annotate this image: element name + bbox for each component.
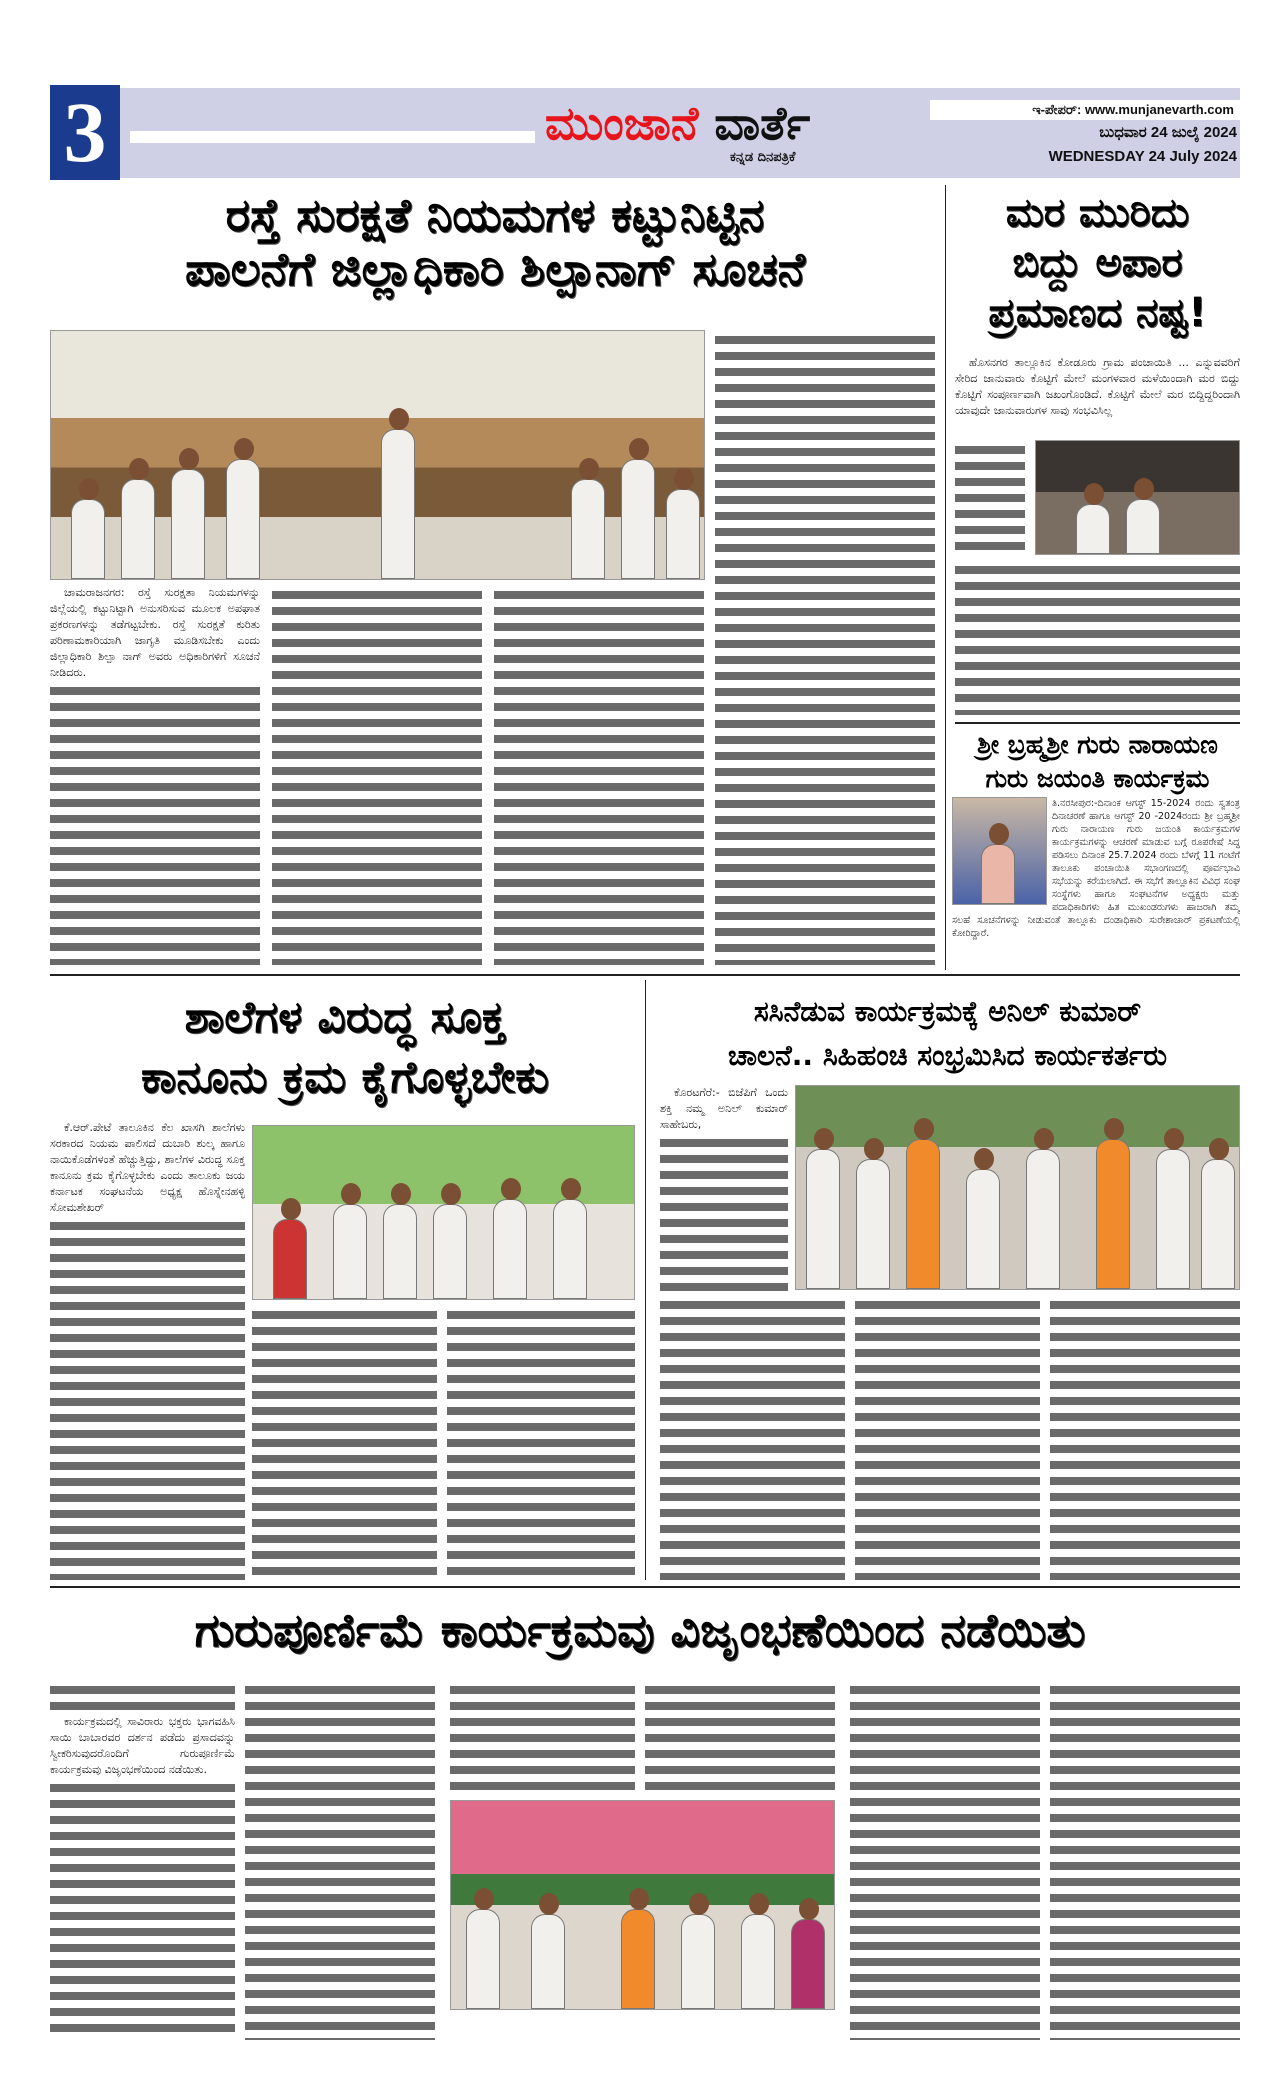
gurupurnima-col-4 (645, 1680, 835, 1795)
gurupurnima-col-6 (1050, 1680, 1240, 2040)
schools-photo (252, 1125, 635, 1300)
headline-line: ಸಸಿನೆಡುವ ಕಾರ್ಯಕ್ರಮಕ್ಕೆ ಅನಿಲ್ ಕುಮಾರ್ (753, 995, 1142, 1028)
schools-col-1 (50, 1120, 245, 1580)
gurupurnima-col-2 (245, 1680, 435, 2040)
headline-line: ಗುರು ಜಯಂತಿ ಕಾರ್ಯಕ್ರಮ (985, 764, 1210, 793)
story-divider (955, 722, 1240, 724)
headline-line: ಪ್ರಮಾಣದ ನಷ್ಟ! (988, 290, 1207, 336)
schools-col-3 (447, 1305, 635, 1580)
column-divider (945, 185, 946, 970)
epaper-link[interactable]: ಇ-ಪೇಪರ್: www.munjanevarth.com (930, 100, 1240, 120)
date-english: WEDNESDAY 24 July 2024 (1048, 148, 1237, 165)
headline-line: ಕಾನೂನು ಕ್ರಮ ಕೈಗೊಳ್ಳಬೇಕು (141, 1052, 549, 1103)
headline-road-safety (50, 188, 940, 297)
gurupurnima-col-5 (850, 1680, 1040, 2040)
anil-kumar-col-2 (660, 1295, 845, 1580)
story-lead: ಕೊರಟಗೆರೆ:- ಬಿಜೆಪಿಗೆ ಒಂದು ಶಕ್ತಿ ನಮ್ಮ ಅನಿಲ್ ಕುಮಾರ್ ಸಾಹೇಬರು, (660, 1086, 788, 1131)
story-lead: ಚಾಮರಾಜನಗರ: ರಸ್ತೆ ಸುರಕ್ಷತಾ ನಿಯಮಗಳನ್ನು ಜಿಲ್ಲೆಯಲ್ಲಿ ಕಟ್ಟುನಿಟ್ಟಾಗಿ ಅನುಸರಿಸುವ ಮೂಲಕ ಅಪಘಾತ ಪ್ರಕರಣಗಳನ್ನು ತಡೆಗಟ್ಟಬೇಕು. ರಸ್ತೆ ಸುರಕ್ಷತೆ ಕುರಿತು ಪರಿಣಾಮಕಾರಿಯಾಗಿ ಜಾಗೃತಿ ಮೂಡಿಸಬೇಕು ಎಂದು ಜಿಲ್ಲಾಧಿಕಾರಿ ಶಿಲ್ಪಾ ನಾಗ್ ಅವರು ಅಧಿಕಾರಿಗಳಿಗೆ ಸೂಚನೆ ನೀಡಿದರು. (50, 586, 260, 679)
road-safety-col-1 (50, 585, 260, 965)
tree-fall-photo (1035, 440, 1240, 555)
schools-col-2 (252, 1305, 437, 1580)
tree-fall-body (955, 355, 1240, 440)
headline-line: ಬಿದ್ದು ಅಪಾರ (1012, 240, 1183, 286)
road-safety-col-4 (715, 330, 935, 965)
page-number: 3 (50, 85, 120, 180)
column-divider (645, 980, 646, 1580)
tree-planting-photo (795, 1085, 1240, 1290)
headline-gurupurnima: ಗುರುಪೂರ್ಣಿಮೆ ಕಾರ್ಯಕ್ರಮವು ವಿಜೃಂಭಣೆಯಿಂದ ನಡೆಯಿತು (194, 1603, 1086, 1657)
logo-red: ಮುಂಜಾನೆ (545, 96, 699, 150)
headline-line: ಮರ ಮುರಿದು (1005, 190, 1190, 236)
tree-fall-col-side (955, 440, 1025, 555)
road-safety-col-3 (494, 585, 704, 965)
sai-baba-event-photo (450, 1800, 835, 2010)
anil-kumar-col-3 (855, 1295, 1040, 1580)
logo-black: ವಾರ್ತೆ (714, 96, 811, 150)
newspaper-logo (545, 95, 810, 151)
story-text: ತಿ.ನರಸೀಪುರ:-ದಿನಾಂಕ ಆಗಸ್ಟ್ 15-2024 ರಂದು ಸ್ವತಂತ್ರ ದಿನಾಚರಣೆ ಹಾಗೂ ಆಗಸ್ಟ್ 20 -2024ರಂದು ಶ್ರೀ ಬ್ರಹ್ಮಶ್ರೀ ಗುರು ನಾರಾಯಣ ಗುರು ಜಯಂತಿ ಕಾರ್ಯಕ್ರಮಗಳ ಕಾರ್ಯಕ್ರಮಗಳನ್ನು ಆಚರಣೆ ಮಾಡುವ ಬಗ್ಗೆ ರೂಪರೇಷೆ ಸಿದ್ಧ ಪಡಿಸಲು ದಿನಾಂಕ 25.7.2024 ರಂದು ಬೆಳಗ್ಗೆ 11 ಗಂಟೆಗೆ ತಾಲೂಕು ಪಂಚಾಯಿತಿ ಸಭಾಂಗಣದಲ್ಲಿ ಪೂರ್ವಭಾವಿ ಸಭೆಯನ್ನು ಕರೆಯಲಾಗಿದೆ. ಈ ಸಭೆಗೆ ತಾಲ್ಲೂಕಿನ ವಿವಿಧ ಸಂಘ ಸಂಸ್ಥೆಗಳು ಹಾಗೂ ಸಂಘಟನೆಗಳ ಅಧ್ಯಕ್ಷರು ಮತ್ತು ಪದಾಧಿಕಾರಿಗಳು ಹಿತ ಮುಖಂಡರುಗಳು ಹಾಜರಾಗಿ ತಮ್ಮ ಸಲಹೆ ಸೂಚನೆಗಳನ್ನು ನೀಡುವಂತೆ ತಾಲ್ಲೂಕು ದಂಡಾಧಿಕಾರಿ ಸುರೇಶಾಚಾರ್ ಪ್ರಕಟಣೆಯಲ್ಲಿ ಕೋರಿದ್ದಾರೆ. (952, 798, 1240, 939)
headline-line: ಶ್ರೀ ಬ್ರಹ್ಮಶ್ರೀ ಗುರು ನಾರಾಯಣ (977, 730, 1218, 759)
headline-line: ಚಾಲನೆ.. ಸಿಹಿಹಂಚಿ ಸಂಭ್ರಮಿಸಿದ ಕಾರ್ಯಕರ್ತರು (727, 1039, 1168, 1072)
headline-line: ಪಾಲನೆಗೆ ಜಿಲ್ಲಾಧಿಕಾರಿ ಶಿಲ್ಪಾನಾಗ್ ಸೂಚನೆ (184, 242, 806, 297)
tree-fall-col-bottom (955, 560, 1240, 715)
road-safety-col-2 (272, 585, 482, 965)
section-divider (50, 1586, 1240, 1588)
section-divider (50, 974, 1240, 976)
headline-line: ರಸ್ತೆ ಸುರಕ್ಷತೆ ನಿಯಮಗಳ ಕಟ್ಟುನಿಟ್ಟಿನ (225, 188, 765, 242)
date-kannada: ಬುಧವಾರ 24 ಜುಲೈ 2024 (1099, 124, 1237, 141)
anil-kumar-col-1 (660, 1085, 788, 1295)
headline-line: ಶಾಲೆಗಳ ವಿರುದ್ಧ ಸೂಕ್ತ (184, 992, 506, 1043)
story-lead: ಹೊಸನಗರ ತಾಲ್ಲೂಕಿನ ಕೋಡೂರು ಗ್ರಾಮ ಪಂಚಾಯಿತಿ ... ಎನ್ನುವವರಿಗೆ ಸೇರಿದ ಜಾನುವಾರು ಕೊಟ್ಟಿಗೆ ಮೇಲೆ ಮಂಗಳವಾರ ಮಳೆಯಿಂದಾಗಿ ಮರ ಬಿದ್ದು ಕೊಟ್ಟಿಗೆ ಸಂಪೂರ್ಣವಾಗಿ ಜಖಂಗೊಂಡಿದೆ. ಕೊಟ್ಟಿಗೆ ಮೇಲೆ ಮರ ಬಿದ್ದಿದ್ದರಿಂದಾಗಿ ಯಾವುದೇ ಜಾನುವಾರುಗಳ ಸಾವು ಸಂಭವಿಸಿಲ್ಲ (955, 356, 1240, 417)
tagline: ಕನ್ನಡ ದಿನಪತ್ರಿಕೆ (730, 150, 796, 165)
masthead-bar (130, 131, 535, 143)
gurupurnima-col-1 (50, 1680, 235, 2040)
headline-narayana-guru (955, 728, 1240, 796)
story-lead: ಕಾರ್ಯಕ್ರಮದಲ್ಲಿ ಸಾವಿರಾರು ಭಕ್ತರು ಭಾಗವಹಿಸಿ ಸಾಯಿ ಬಾಬಾರವರ ದರ್ಶನ ಪಡೆದು ಪ್ರಸಾದವನ್ನು ಸ್ವೀಕರಿಸುವುದರೊಂದಿಗೆ ಗುರುಪೂರ್ಣಿಮೆ ಕಾರ್ಯಕ್ರಮವು ವಿಜೃಂಭಣೆಯಿಂದ ನಡೆಯಿತು. (50, 1715, 235, 1776)
headline-tree-fall (955, 188, 1240, 338)
headline-schools (50, 988, 640, 1108)
narayana-guru-body (952, 797, 1240, 967)
story-lead: ಕೆ.ಆರ್.ಪೇಟೆ ತಾಲೂಕಿನ ಕೆಲ ಖಾಸಗಿ ಶಾಲೆಗಳು ಸರಕಾರದ ನಿಯಮ ಪಾಲಿಸದೆ ದುಬಾರಿ ಶುಲ್ಕ ಹಾಗೂ ನಾಯಿಕೊಡೆಗಳಂತೆ ಹೆಚ್ಚುತ್ತಿದ್ದು, ಶಾಲೆಗಳ ವಿರುದ್ಧ ಸೂಕ್ತ ಕಾನೂನು ಕ್ರಮ ಕೈಗೊಳ್ಳಬೇಕು ಎಂದು ತಾಲೂಕು ಜಯ ಕರ್ನಾಟಕ ಸಂಘಟನೆಯ ಅಧ್ಯಕ್ಷ ಹೊಸ್ನೇನಹಳ್ಳಿ ಸೋಮಶೇಖರ್ (50, 1121, 245, 1214)
headline-anil-kumar (655, 990, 1240, 1078)
anil-kumar-col-4 (1050, 1295, 1240, 1580)
gurupurnima-col-3 (450, 1680, 635, 1795)
meeting-photo (50, 330, 705, 580)
